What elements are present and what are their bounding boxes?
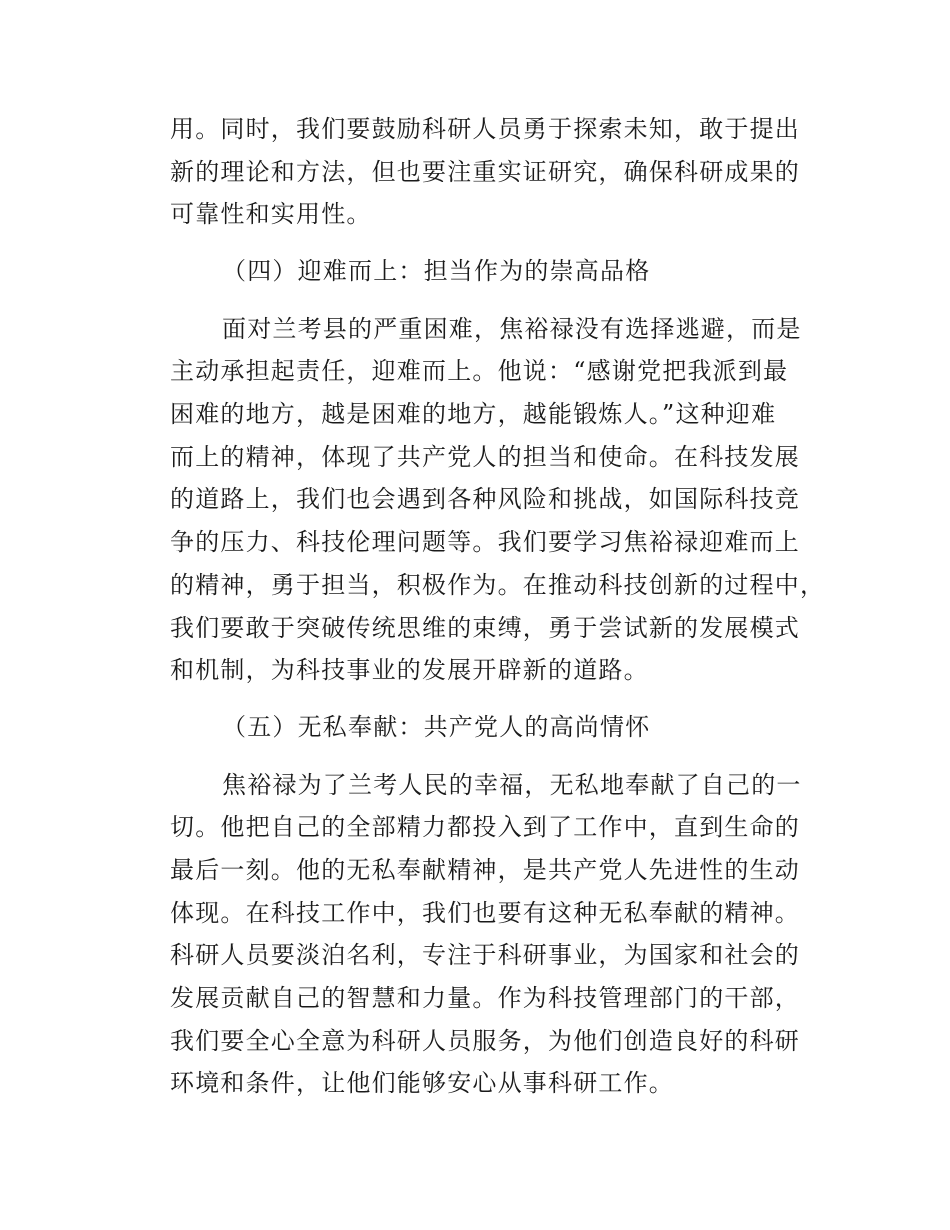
section-heading: （四）迎难而上：担当作为的崇高品格 xyxy=(222,257,651,285)
section-heading: （五）无私奉献：共产党人的高尚情怀 xyxy=(222,713,651,741)
paragraph-line: 科研人员要淡泊名利，专注于科研事业，为国家和社会的 xyxy=(170,941,800,969)
paragraph-line: 我们要全心全意为科研人员服务，为他们创造良好的科研 xyxy=(170,1027,800,1055)
paragraph-line: 困难的地方，越是困难的地方，越能锻炼人。”这种迎难 xyxy=(170,400,777,428)
paragraph-line: 的道路上，我们也会遇到各种风险和挑战，如国际科技竞 xyxy=(170,485,800,513)
paragraph-line: 切。他把自己的全部精力都投入到了工作中，直到生命的 xyxy=(170,813,800,841)
paragraph-line: 争的压力、科技伦理问题等。我们要学习焦裕禄迎难而上 xyxy=(170,528,800,556)
paragraph-line: 最后一刻。他的无私奉献精神，是共产党人先进性的生动 xyxy=(170,856,800,884)
paragraph-line: 我们要敢于突破传统思维的束缚，勇于尝试新的发展模式 xyxy=(170,614,800,642)
paragraph-line: 面对兰考县的严重困难，焦裕禄没有选择逃避，而是 xyxy=(222,315,802,343)
paragraph-line: 用。同时，我们要鼓励科研人员勇于探索未知，敢于提出 xyxy=(170,115,800,143)
paragraph-line: 而上的精神，体现了共产党人的担当和使命。在科技发展 xyxy=(170,443,800,471)
paragraph-line: 新的理论和方法，但也要注重实证研究，确保科研成果的 xyxy=(170,158,800,186)
paragraph-line: 环境和条件，让他们能够安心从事科研工作。 xyxy=(170,1069,674,1097)
paragraph-line: 发展贡献自己的智慧和力量。作为科技管理部门的干部， xyxy=(170,984,800,1012)
paragraph-line: 体现。在科技工作中，我们也要有这种无私奉献的精神。 xyxy=(170,899,800,927)
paragraph-line: 的精神，勇于担当，积极作为。在推动科技创新的过程中， xyxy=(170,571,826,599)
paragraph-line: 主动承担起责任，迎难而上。他说：“感谢党把我派到最 xyxy=(170,357,789,385)
paragraph-line: 和机制，为科技事业的发展开辟新的道路。 xyxy=(170,656,649,684)
paragraph-line: 可靠性和实用性。 xyxy=(170,200,372,228)
paragraph-line: 焦裕禄为了兰考人民的幸福，无私地奉献了自己的一 xyxy=(222,771,802,799)
